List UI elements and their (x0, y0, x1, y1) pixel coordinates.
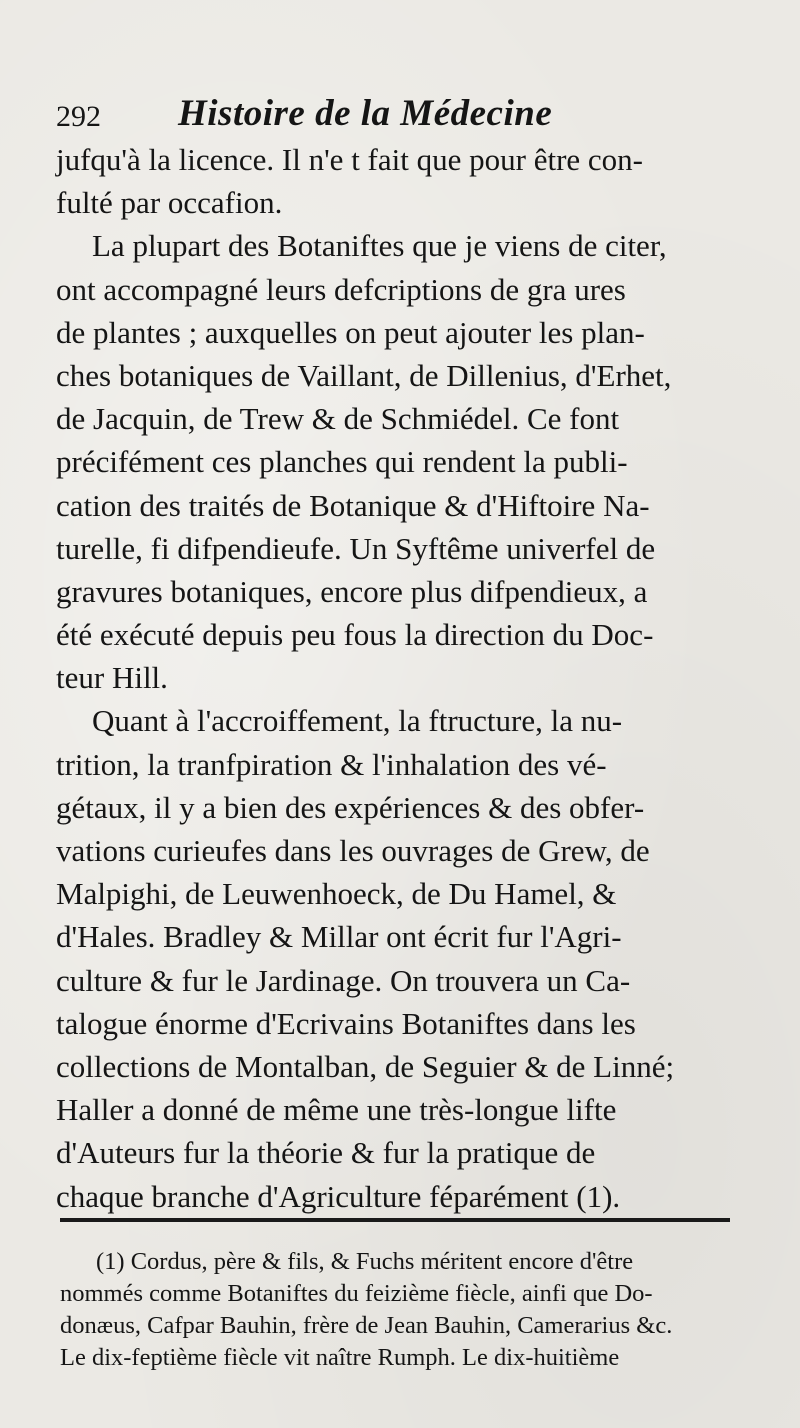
text-line: gétaux, il y a bien des expériences & des obfer- (56, 789, 645, 825)
text-line: collections de Montalban, de Seguier & de Linné; (56, 1048, 675, 1084)
text-line: précifément ces planches qui rendent la publi- (56, 444, 628, 480)
text-line: cation des traités de Botanique & d'Hiftoire Na- (56, 487, 650, 523)
footnote-line: donæus, Cafpar Bauhin, frère de Jean Bauhin, Camerarius &c. (60, 1312, 673, 1339)
text-line: fulté par occafion. (56, 185, 283, 221)
footnote-line: (1) Cordus, père & fils, & Fuchs méritent encore d'être (96, 1248, 634, 1275)
footnote-line: nommés comme Botaniftes du feizième fiècle, ainfi que Do- (60, 1280, 653, 1307)
text-line: Quant à l'accroiffement, la ftructure, la nu- (92, 703, 623, 739)
text-line: turelle, fi difpendieufe. Un Syftême univerfel de (56, 530, 656, 566)
text-line: chaque branche d'Agriculture féparément (1). (56, 1178, 621, 1214)
text-line: d'Hales. Bradley & Millar ont écrit fur l'Agri- (56, 919, 622, 955)
footnote-line: Le dix-feptième fiècle vit naître Rumph. Le dix-huitième (60, 1344, 620, 1371)
text-line: trition, la tranfpiration & l'inhalation des vé- (56, 746, 607, 782)
text-line: vations curieufes dans les ouvrages de Grew, de (56, 833, 650, 868)
footnote-divider (60, 1218, 730, 1222)
text-line: La plupart des Botaniftes que je viens de citer, (92, 228, 667, 264)
text-line: Malpighi, de Leuwenhoeck, de Du Hamel, & (56, 876, 617, 912)
text-line: teur Hill. (56, 660, 168, 696)
text-line: jufqu'à la licence. Il n'e t fait que pour être con- (56, 142, 643, 177)
text-line: ches botaniques de Vaillant, de Dillenius, d'Erhet, (56, 357, 672, 393)
page-number: 292 (56, 100, 101, 133)
text-line: Haller a donné de même une très-longue lifte (56, 1092, 617, 1128)
main-text (56, 138, 744, 1218)
text-line: talogue énorme d'Ecrivains Botaniftes dans les (56, 1005, 636, 1041)
text-line: de plantes ; auxquelles on peut ajouter les plan- (56, 314, 645, 350)
running-title: Histoire de la Médecine (178, 93, 553, 134)
text-line: culture & fur le Jardinage. On trouvera un Ca- (56, 962, 631, 998)
text-line: d'Auteurs fur la théorie & fur la pratique de (56, 1135, 596, 1171)
footnote (60, 1246, 750, 1374)
text-line: ont accompagné leurs defcriptions de gra ures (56, 271, 626, 307)
text-line: de Jacquin, de Trew & de Schmiédel. Ce font (56, 401, 620, 437)
text-line: gravures botaniques, encore plus difpendieux, a (56, 573, 648, 609)
text-line: été exécuté depuis peu fous la direction du Doc- (56, 617, 654, 653)
